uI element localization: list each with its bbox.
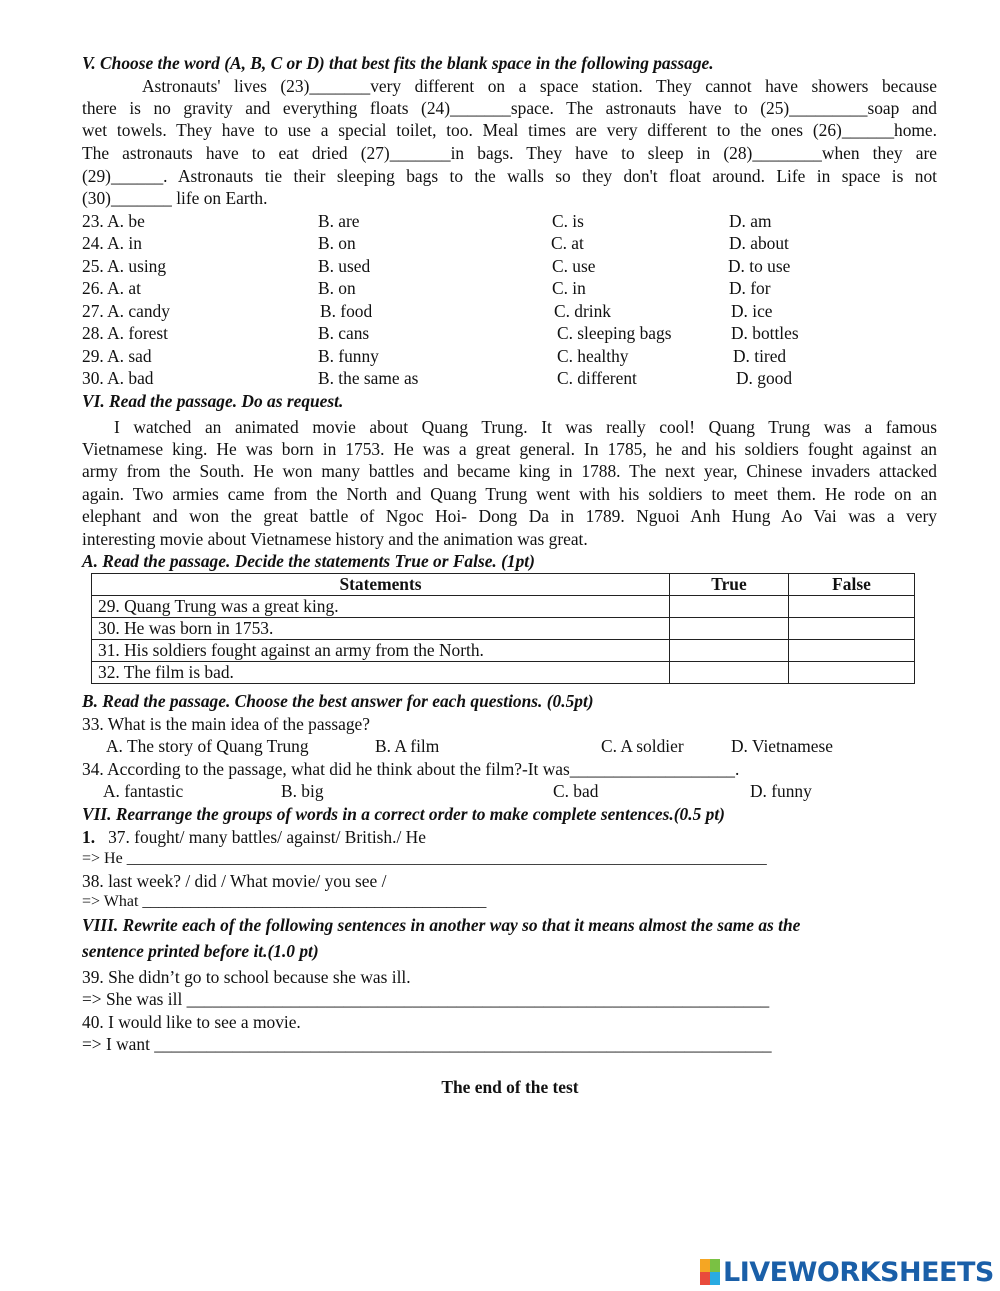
col-statements: Statements bbox=[92, 574, 670, 596]
option-a[interactable]: 27. A. candy bbox=[82, 301, 170, 321]
option-c[interactable]: C. drink bbox=[554, 301, 612, 321]
table-row bbox=[92, 662, 915, 684]
option-b[interactable]: B. on bbox=[318, 233, 356, 253]
option-d[interactable]: D. bottles bbox=[731, 323, 799, 343]
section-8-heading: VIII. Rewrite each of the following sentences in another way so that it means almost the same as the bbox=[82, 915, 801, 935]
false-cell[interactable] bbox=[789, 618, 915, 640]
option-b[interactable]: B. food bbox=[320, 301, 373, 321]
option-a[interactable]: 25. A. using bbox=[82, 256, 167, 276]
true-false-table bbox=[91, 573, 915, 684]
option-a[interactable]: 24. A. in bbox=[82, 233, 142, 253]
question-34: 34. According to the passage, what did he think about the film?-It was___________________. bbox=[82, 759, 740, 779]
option-b[interactable]: B. used bbox=[318, 256, 371, 276]
option-d[interactable]: D. ice bbox=[731, 301, 773, 321]
passage-line: interesting movie about Vietnamese history and the animation was great. bbox=[82, 529, 588, 549]
option-d[interactable]: D. Vietnamese bbox=[731, 736, 833, 756]
passage-line: Vietnamese king. He was born in 1753. He was a great general. In 1785, he and his soldiers fought against an bbox=[82, 439, 937, 459]
option-b[interactable]: B. funny bbox=[318, 346, 379, 366]
part-a-heading: A. Read the passage. Decide the statements True or False. (1pt) bbox=[82, 551, 535, 571]
option-d[interactable]: D. for bbox=[729, 278, 771, 298]
option-a[interactable]: 26. A. at bbox=[82, 278, 141, 298]
question-38: 38. last week? / did / What movie/ you see / bbox=[82, 871, 387, 891]
section-8-heading-cont: sentence printed before it.(1.0 pt) bbox=[82, 941, 319, 961]
option-d[interactable]: D. tired bbox=[733, 346, 787, 366]
option-c[interactable]: C. healthy bbox=[557, 346, 629, 366]
passage-line: (30)_______ life on Earth. bbox=[82, 188, 268, 208]
option-d[interactable]: D. good bbox=[736, 368, 793, 388]
false-cell[interactable] bbox=[789, 596, 915, 618]
option-c[interactable]: C. A soldier bbox=[601, 736, 684, 756]
option-c[interactable]: C. at bbox=[551, 233, 584, 253]
passage-line: army from the South. He won many battles and became king in 1788. The next year, Chinese invaders attacked bbox=[82, 461, 937, 481]
option-d[interactable]: D. to use bbox=[728, 256, 791, 276]
option-d[interactable]: D. am bbox=[729, 211, 772, 231]
table-row bbox=[92, 596, 915, 618]
true-cell[interactable] bbox=[670, 596, 789, 618]
section-5-heading: V. Choose the word (A, B, C or D) that best fits the blank space in the following passage. bbox=[82, 53, 714, 73]
liveworksheets-logo bbox=[700, 1257, 994, 1287]
option-a[interactable]: A. The story of Quang Trung bbox=[106, 736, 309, 756]
true-cell[interactable] bbox=[670, 640, 789, 662]
item-number: 1. bbox=[82, 827, 96, 847]
passage-line: (29)______. Astronauts tie their sleeping bags to the walls so they don't float around. Life in space is not bbox=[82, 166, 937, 186]
option-a[interactable]: 29. A. sad bbox=[82, 346, 152, 366]
option-a[interactable]: A. fantastic bbox=[103, 781, 184, 801]
option-c[interactable]: C. different bbox=[557, 368, 637, 388]
option-a[interactable]: 23. A. be bbox=[82, 211, 145, 231]
end-of-test: The end of the test bbox=[441, 1077, 579, 1097]
true-cell[interactable] bbox=[670, 662, 789, 684]
question-40: 40. I would like to see a movie. bbox=[82, 1012, 301, 1032]
option-b[interactable]: B. are bbox=[318, 211, 360, 231]
option-b[interactable]: B. the same as bbox=[318, 368, 419, 388]
question-39: 39. She didn’t go to school because she was ill. bbox=[82, 967, 411, 987]
passage-line: The astronauts have to eat dried (27)_______in bags. They have to sleep in (28)________when they are bbox=[82, 143, 937, 163]
option-b[interactable]: B. cans bbox=[318, 323, 370, 343]
passage-line: Astronauts' lives (23)_______very different on a space station. They cannot have showers because bbox=[142, 76, 937, 96]
table-row bbox=[92, 640, 915, 662]
col-true: True bbox=[670, 574, 789, 596]
question-33: 33. What is the main idea of the passage? bbox=[82, 714, 370, 734]
option-d[interactable]: D. about bbox=[729, 233, 789, 253]
passage-line: I watched an animated movie about Quang Trung. It was really cool! Quang Trung was a famous bbox=[114, 417, 937, 437]
option-c[interactable]: C. in bbox=[552, 278, 586, 298]
option-a[interactable]: 30. A. bad bbox=[82, 368, 154, 388]
passage-line: again. Two armies came from the North and Quang Trung went with his soldiers to meet them. He rode on an bbox=[82, 484, 937, 504]
statement-cell: 30. He was born in 1753. bbox=[92, 618, 670, 640]
option-c[interactable]: C. bad bbox=[553, 781, 599, 801]
section-6-heading: VI. Read the passage. Do as request. bbox=[82, 391, 344, 411]
question-37 bbox=[82, 826, 426, 848]
statement-cell: 29. Quang Trung was a great king. bbox=[92, 596, 670, 618]
section-7-heading: VII. Rearrange the groups of words in a correct order to make complete sentences.(0.5 pt) bbox=[82, 804, 725, 824]
statement-cell: 32. The film is bad. bbox=[92, 662, 670, 684]
option-b[interactable]: B. big bbox=[281, 781, 324, 801]
false-cell[interactable] bbox=[789, 640, 915, 662]
brand-name: LIVEWORKSHEETS bbox=[723, 1256, 994, 1288]
question-37-text: 37. fought/ many battles/ against/ British./ He bbox=[108, 827, 426, 847]
option-b[interactable]: B. on bbox=[318, 278, 356, 298]
part-b-heading: B. Read the passage. Choose the best answer for each questions. (0.5pt) bbox=[82, 691, 594, 711]
option-c[interactable]: C. use bbox=[552, 256, 596, 276]
option-d[interactable]: D. funny bbox=[750, 781, 812, 801]
col-false: False bbox=[789, 574, 915, 596]
option-a[interactable]: 28. A. forest bbox=[82, 323, 168, 343]
passage-line: elephant and won the great battle of Ngoc Hoi- Dong Da in 1789. Nguoi Anh Hung Ao Vai was a very bbox=[82, 506, 937, 526]
answer-line-38[interactable]: => What ___________________________________________ bbox=[82, 893, 487, 910]
false-cell[interactable] bbox=[789, 662, 915, 684]
passage-line: wet towels. They have to use a special toilet, too. Meal times are very different to the ones (26)______home. bbox=[82, 120, 937, 140]
true-cell[interactable] bbox=[670, 618, 789, 640]
option-c[interactable]: C. is bbox=[552, 211, 584, 231]
option-c[interactable]: C. sleeping bags bbox=[557, 323, 672, 343]
answer-line-39[interactable]: => She was ill ___________________________________________________________________ bbox=[82, 989, 770, 1009]
answer-line-37[interactable]: => He ________________________________________________________________________________ bbox=[82, 850, 767, 867]
table-header-row bbox=[92, 574, 915, 596]
table-row bbox=[92, 618, 915, 640]
passage-line: there is no gravity and everything floats (24)_______space. The astronauts have to (25)_________soap and bbox=[82, 98, 937, 118]
liveworksheets-icon bbox=[700, 1259, 720, 1285]
answer-line-40[interactable]: => I want _______________________________________________________________________ bbox=[82, 1034, 772, 1054]
statement-cell: 31. His soldiers fought against an army from the North. bbox=[92, 640, 670, 662]
option-b[interactable]: B. A film bbox=[375, 736, 440, 756]
